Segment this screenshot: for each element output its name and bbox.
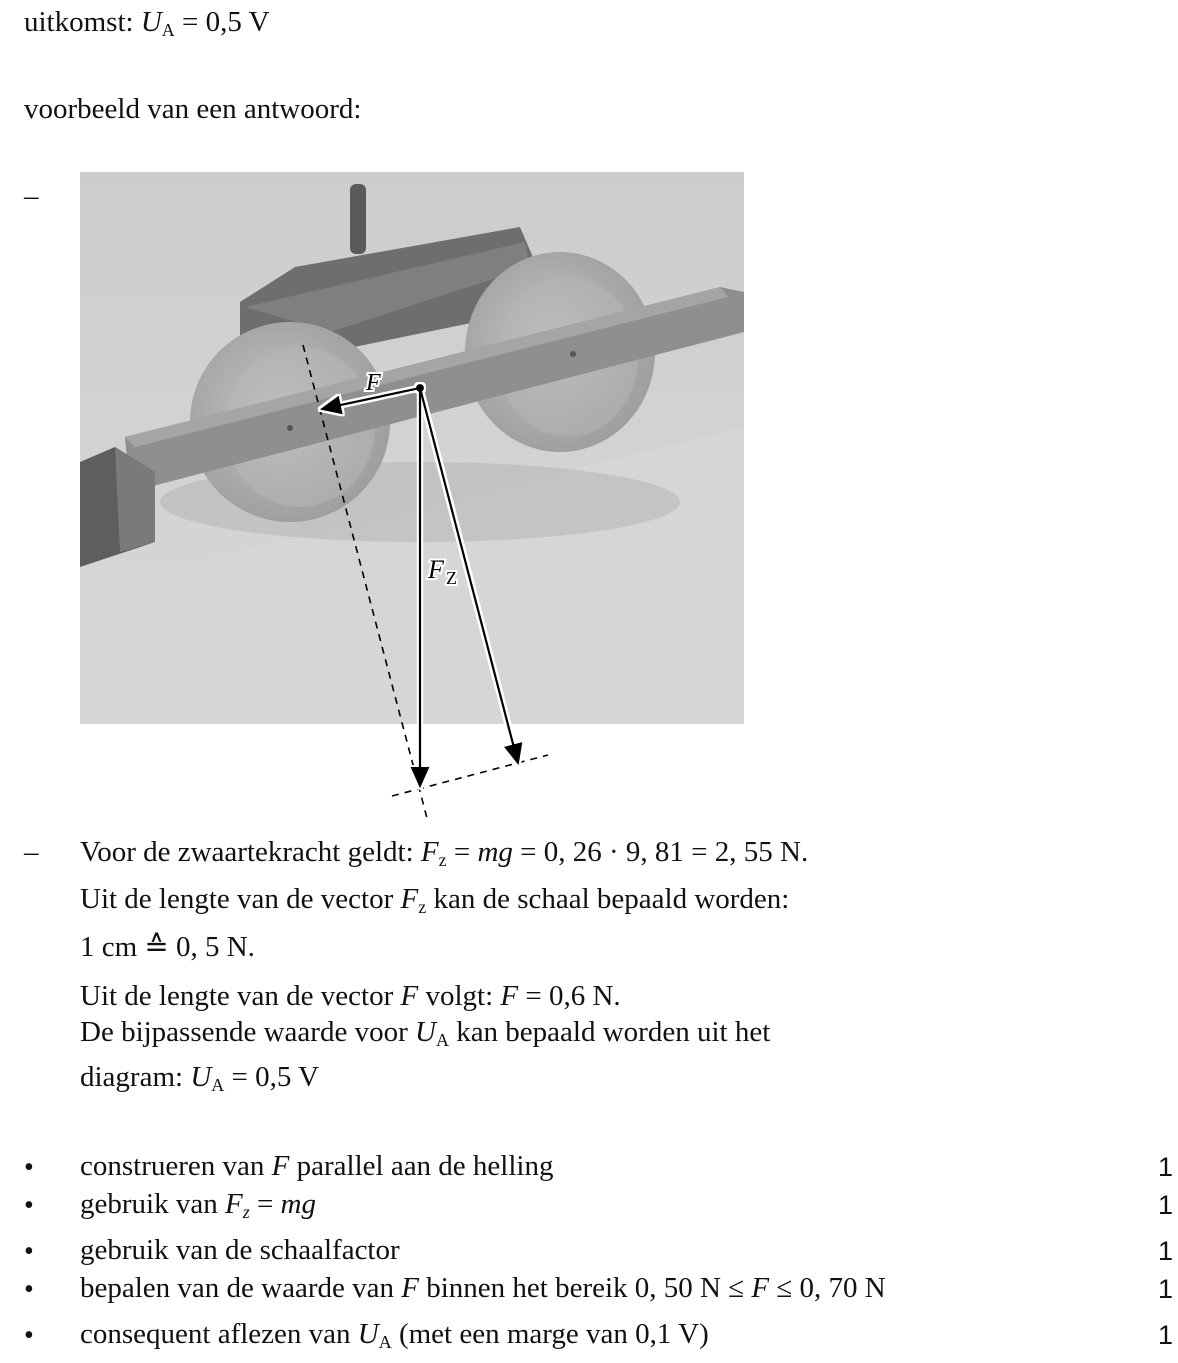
sub-A: A [211,1075,225,1096]
text: = 0, 26 · 9, 81 = 2, 55 N. [512,836,809,868]
text: binnen het bereik 0, 50 N ≤ [418,1272,752,1304]
explanation-line-5 [80,1016,771,1051]
text: ≤ 0, 70 N [769,1272,886,1304]
sub-A: A [435,1030,449,1051]
explanation-line-2 [80,883,790,918]
text: Uit de lengte van de vector [80,883,401,915]
bullet-marker: • [24,1190,34,1221]
text: diagram: [80,1061,191,1093]
text: De bijpassende waarde voor [80,1016,415,1048]
outcome-value: = 0,5 V [174,6,270,38]
sub-z: z [418,897,427,918]
text: kan bepaald worden uit het [448,1016,771,1048]
criterion-score: 1 [1158,1236,1174,1266]
label-Fz: F [428,555,444,584]
bullet-marker: • [24,1152,34,1183]
criterion-text [80,1152,553,1181]
example-heading: voorbeeld van een antwoord: [24,93,362,125]
var-U: U [415,1016,436,1048]
criterion-text [80,1318,709,1353]
explanation-line-4 [80,982,621,1011]
bullet-marker: • [24,1320,34,1351]
var-U: U [190,1061,212,1093]
application-point [416,384,424,392]
label-F: F [366,370,381,396]
var-F: F [400,883,419,915]
explanation-line-3: 1 cm ≙ 0, 5 N. [80,931,255,963]
bullet-marker: • [24,1236,34,1267]
bullet-marker: • [24,1274,34,1305]
text: = [249,1188,281,1220]
criterion-score: 1 [1158,1274,1174,1304]
criterion-score: 1 [1158,1320,1174,1350]
label-Fz-sub: Z [446,568,457,588]
text: (met een marge van 0,1 V) [391,1318,709,1350]
criterion-text: gebruik van de schaalfactor [80,1234,400,1266]
criterion-text [80,1274,886,1303]
criterion-score: 1 [1158,1152,1174,1182]
text: bepalen van de waarde van [80,1272,402,1304]
var-U: U [357,1318,379,1350]
text: = 0,5 V [224,1061,320,1093]
sub-z: z [242,1202,250,1223]
criterion-text [80,1188,316,1223]
text: kan de schaal bepaald worden: [426,883,790,915]
text: = 0,6 N. [518,980,621,1012]
outcome-prefix: uitkomst: [24,6,141,38]
outcome-var: U [140,6,162,38]
text: volgt: [418,980,501,1012]
sub-z: z [438,850,447,871]
var-F: F [400,980,419,1012]
dash-marker-1: – [24,180,39,212]
var-mg: mg [280,1188,316,1220]
text: Uit de lengte van de vector [80,980,401,1012]
text: gebruik van [80,1188,225,1220]
var-F: F [751,1272,770,1304]
var-F: F [500,980,519,1012]
sub-A: A [378,1332,392,1353]
text: = [446,836,478,868]
var-F: F [401,1272,419,1304]
criterion-score: 1 [1158,1190,1174,1220]
dash-marker-2: – [24,836,39,868]
var-F: F [224,1188,243,1220]
text: consequent aflezen van [80,1318,358,1350]
explanation-line-1 [80,836,809,871]
text: parallel aan de helling [289,1150,554,1182]
var-F: F [271,1150,290,1182]
var-F: F [420,836,439,868]
var-mg: mg [477,836,513,868]
text: Voor de zwaartekracht geldt: [80,836,421,868]
normal-dashed-line [303,345,428,822]
explanation-line-6 [80,1061,320,1096]
text: construeren van [80,1150,272,1182]
outcome-sub: A [161,20,175,41]
